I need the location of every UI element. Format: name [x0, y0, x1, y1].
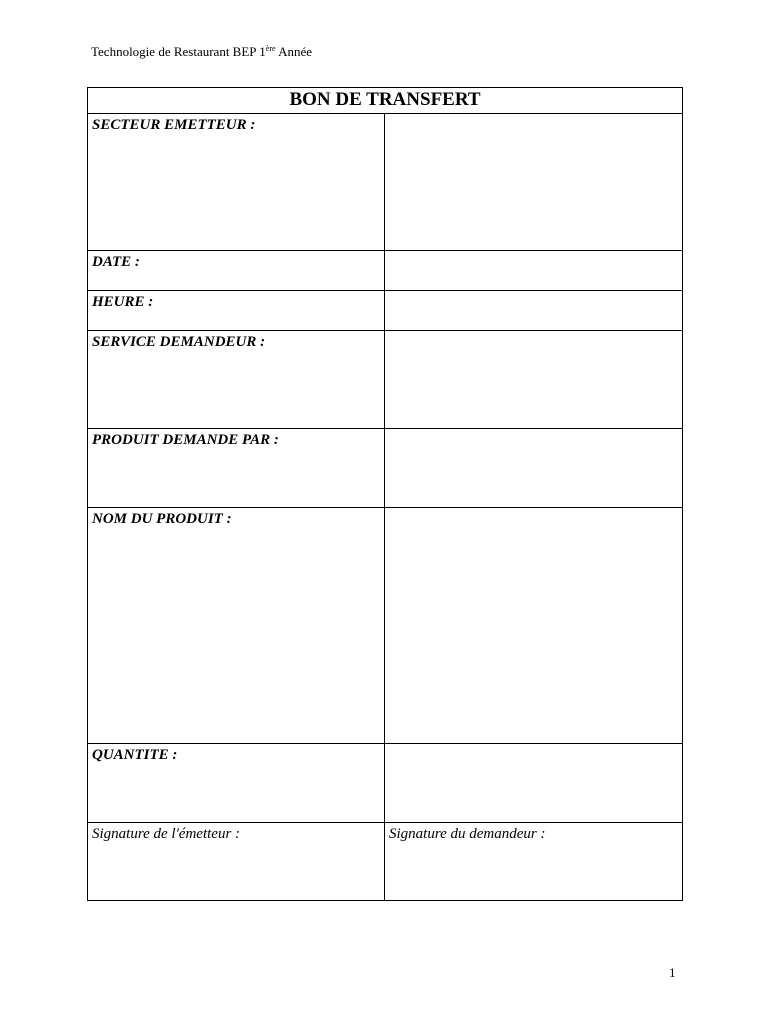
- transfer-form-table: [87, 87, 683, 901]
- label-nom-du-produit: NOM DU PRODUIT :: [88, 508, 385, 744]
- form-row-date: [88, 251, 683, 291]
- signature-emetteur[interactable]: Signature de l'émetteur :: [88, 823, 385, 901]
- field-service-demandeur[interactable]: [385, 331, 683, 429]
- form-row-quantite: [88, 744, 683, 823]
- field-secteur-emetteur[interactable]: [385, 114, 683, 251]
- field-nom-du-produit[interactable]: [385, 508, 683, 744]
- label-produit-demande-par: PRODUIT DEMANDE PAR :: [88, 429, 385, 508]
- signature-demandeur[interactable]: Signature du demandeur :: [385, 823, 683, 901]
- field-heure[interactable]: [385, 291, 683, 331]
- header-text-suffix: Année: [275, 44, 313, 59]
- page-number: 1: [669, 965, 676, 980]
- field-quantite[interactable]: [385, 744, 683, 823]
- field-date[interactable]: [385, 251, 683, 291]
- form-title: BON DE TRANSFERT: [88, 88, 683, 114]
- form-row-produit-demande-par: [88, 429, 683, 508]
- form-row-secteur-emetteur: [88, 114, 683, 251]
- label-secteur-emetteur: SECTEUR EMETTEUR :: [88, 114, 385, 251]
- form-row-signatures: [88, 823, 683, 901]
- label-heure: HEURE :: [88, 291, 385, 331]
- label-quantite: QUANTITE :: [88, 744, 385, 823]
- page-header: [91, 44, 312, 60]
- label-service-demandeur: SERVICE DEMANDEUR :: [88, 331, 385, 429]
- field-produit-demande-par[interactable]: [385, 429, 683, 508]
- form-title-row: [88, 88, 683, 114]
- form-row-service-demandeur: [88, 331, 683, 429]
- header-superscript: ère: [265, 44, 276, 53]
- label-date: DATE :: [88, 251, 385, 291]
- form-row-nom-du-produit: [88, 508, 683, 744]
- header-text: Technologie de Restaurant BEP 1: [91, 44, 266, 59]
- form-row-heure: [88, 291, 683, 331]
